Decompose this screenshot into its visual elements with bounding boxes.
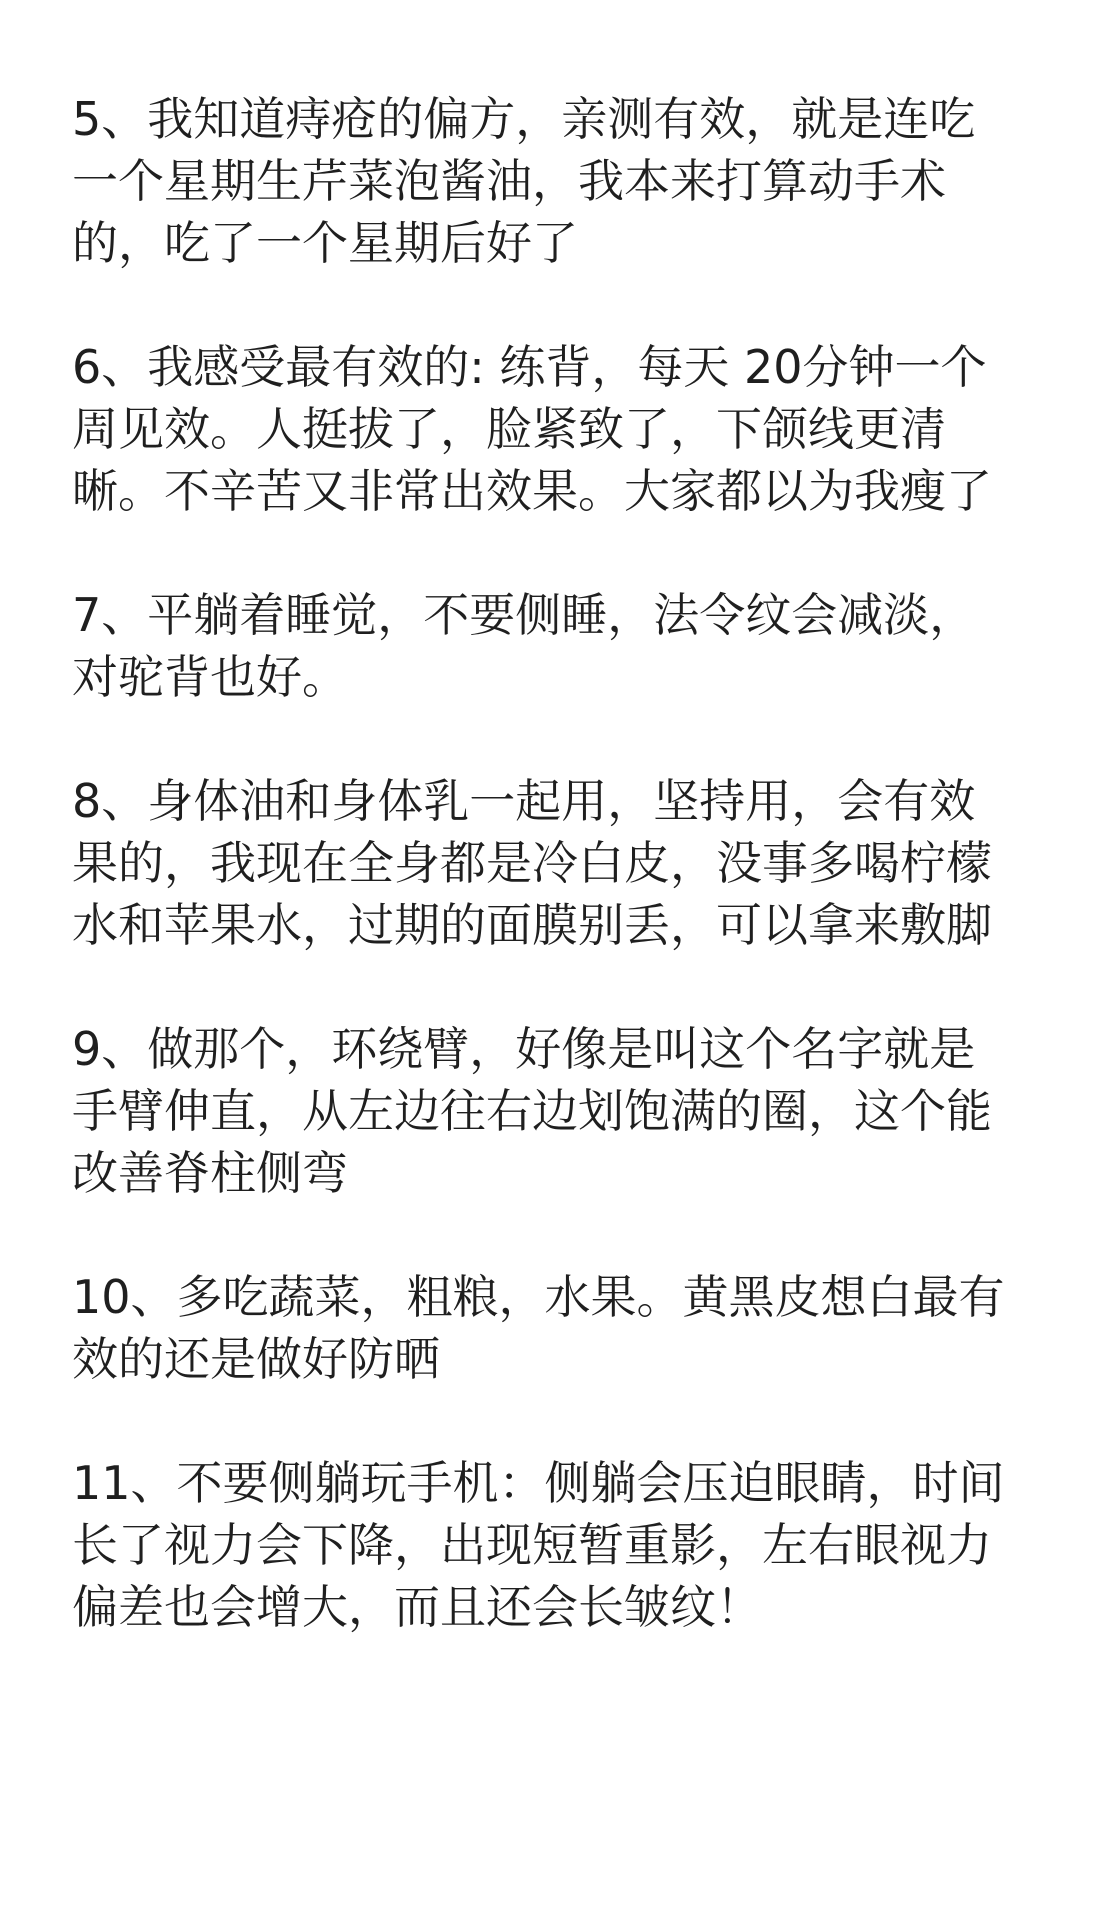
tip-6	[72, 336, 1032, 522]
tip-7	[72, 584, 1032, 708]
tip-line: 周见效。人挺拔了，脸紧致了，下颌线更清	[72, 402, 946, 456]
tip-line: 水和苹果水，过期的面膜别丢，可以拿来敷脚	[72, 898, 992, 952]
tip-line: 8、身体油和身体乳一起用，坚持用，会有效	[72, 774, 976, 828]
tip-line: 效的还是做好防晒	[72, 1332, 440, 1386]
tip-line: 6、我感受最有效的: 练背，每天 20分钟一个	[72, 340, 987, 394]
tip-line: 对驼背也好。	[72, 650, 348, 704]
tip-11	[72, 1452, 1032, 1638]
tip-8	[72, 770, 1032, 956]
tip-line: 的，吃了一个星期后好了	[72, 216, 578, 270]
tip-line: 晰。不辛苦又非常出效果。大家都以为我瘦了	[72, 464, 992, 518]
tip-line: 果的，我现在全身都是冷白皮，没事多喝柠檬	[72, 836, 992, 890]
tip-line: 改善脊柱侧弯	[72, 1146, 348, 1200]
tips-list	[72, 88, 1032, 1700]
tip-line: 10、多吃蔬菜，粗粮，水果。黄黑皮想白最有	[72, 1270, 1005, 1324]
tip-line: 5、我知道痔疮的偏方，亲测有效，就是连吃	[72, 92, 976, 146]
tip-line: 9、做那个，环绕臂，好像是叫这个名字就是	[72, 1022, 976, 1076]
tip-line: 一个星期生芹菜泡酱油，我本来打算动手术	[72, 154, 946, 208]
tip-line: 11、不要侧躺玩手机：侧躺会压迫眼睛，时间	[72, 1456, 1005, 1510]
tip-9	[72, 1018, 1032, 1204]
tip-line: 手臂伸直，从左边往右边划饱满的圈，这个能	[72, 1084, 992, 1138]
tip-line: 长了视力会下降，出现短暂重影，左右眼视力	[72, 1518, 992, 1572]
tip-5	[72, 88, 1032, 274]
tip-line: 偏差也会增大，而且还会长皱纹！	[72, 1580, 762, 1634]
tip-10	[72, 1266, 1032, 1390]
tip-line: 7、平躺着睡觉，不要侧睡，法令纹会减淡，	[72, 588, 976, 642]
